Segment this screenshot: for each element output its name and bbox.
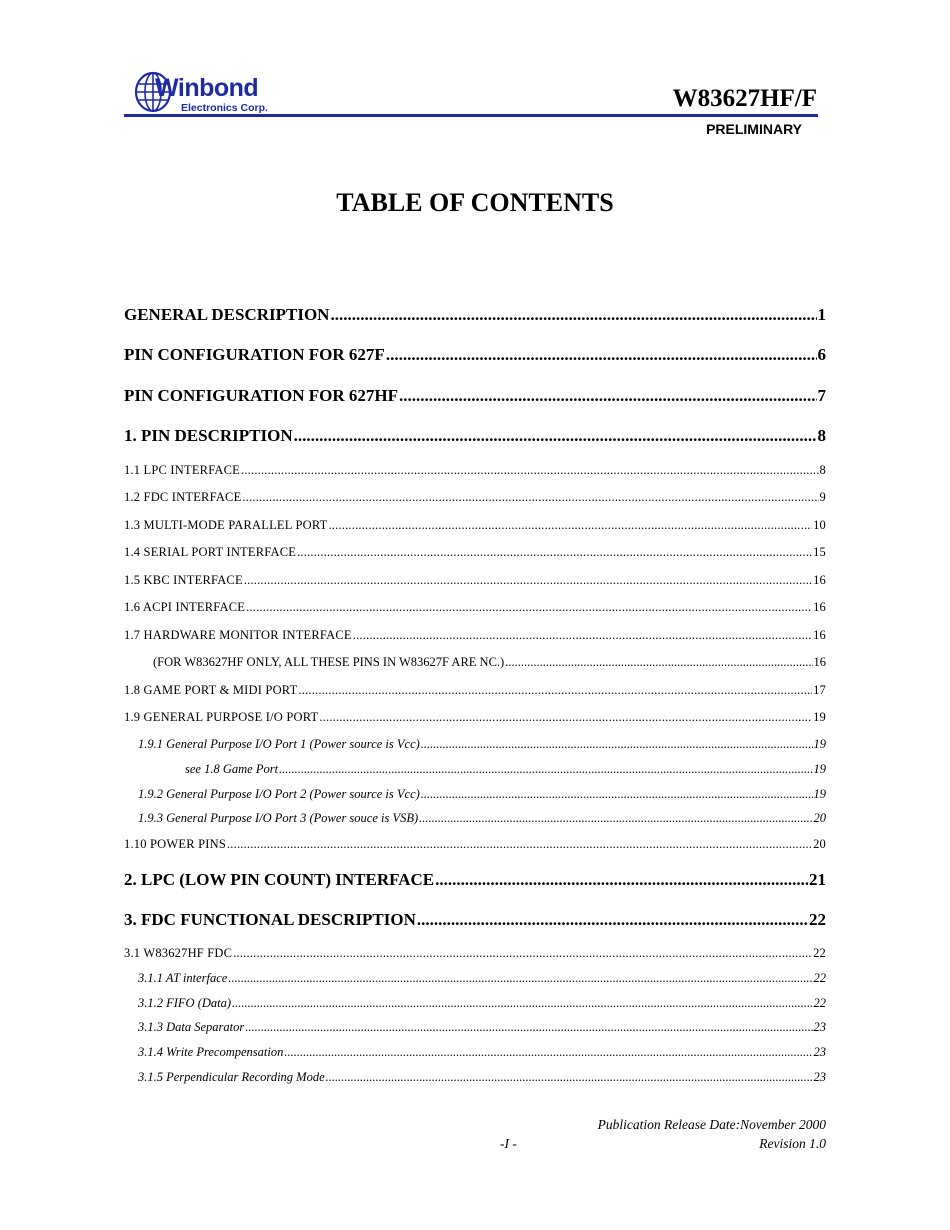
toc-leader (399, 386, 816, 406)
toc-label: GENERAL DESCRIPTION (124, 305, 330, 324)
toc-label: 1.7 HARDWARE MONITOR INTERFACE (124, 628, 352, 642)
toc-entry[interactable] (124, 683, 826, 698)
toc-page: 16 (813, 573, 826, 587)
toc-label: 1.5 KBC INTERFACE (124, 573, 243, 587)
toc-page: 17 (813, 683, 826, 697)
toc-leader (419, 811, 812, 826)
toc-page: 10 (813, 518, 826, 532)
toc-label: 3.1.1 AT interface (138, 971, 228, 985)
toc-leader (244, 573, 812, 588)
toc-entry[interactable] (124, 710, 826, 725)
toc-leader (228, 971, 812, 986)
toc-label: 1. PIN DESCRIPTION (124, 426, 293, 445)
toc-entry[interactable] (124, 545, 826, 560)
toc-page: 22 (813, 996, 826, 1010)
status-label: PRELIMINARY (706, 121, 802, 137)
toc-leader (232, 996, 812, 1011)
toc-page: 6 (817, 345, 826, 364)
toc-leader (246, 600, 812, 615)
logo-wordmark: Winbond (155, 74, 259, 102)
toc-page: 23 (813, 1045, 826, 1059)
toc-label: 3.1.3 Data Separator (138, 1020, 245, 1034)
toc-leader (328, 518, 812, 533)
toc-label: 3.1.5 Perpendicular Recording Mode (138, 1070, 325, 1084)
revision-label: Revision 1.0 (759, 1136, 826, 1151)
toc-leader (298, 683, 812, 698)
toc-page: 20 (813, 811, 826, 825)
toc-page: 15 (813, 545, 826, 559)
page-number: -I - (500, 1136, 517, 1151)
toc-label: 1.9 GENERAL PURPOSE I/O PORT (124, 710, 319, 724)
toc-page: 20 (813, 837, 826, 851)
toc-label: see 1.8 Game Port (185, 762, 279, 776)
toc-leader (284, 1045, 812, 1060)
toc-label: 3.1 W83627HF FDC (124, 946, 233, 960)
toc-leader (421, 737, 813, 752)
winbond-logo (133, 68, 278, 120)
toc-page: 22 (813, 971, 826, 985)
toc-label: 1.3 MULTI-MODE PARALLEL PORT (124, 518, 328, 532)
toc-entry[interactable] (124, 811, 826, 826)
toc-page: 21 (809, 870, 826, 889)
toc-entry[interactable] (124, 946, 826, 961)
publication-date: Publication Release Date:November 2000 (597, 1117, 826, 1132)
toc-entry[interactable] (124, 490, 826, 505)
toc-page: 19 (813, 762, 826, 776)
toc-page: 16 (813, 628, 826, 642)
toc-page: 1 (817, 305, 826, 324)
toc-entry[interactable] (124, 628, 826, 643)
toc-page: 16 (813, 655, 826, 669)
toc-label: 1.9.3 General Purpose I/O Port 3 (Power souce is VSB) (138, 811, 419, 825)
toc-page: 22 (809, 910, 826, 929)
toc-label: 1.2 FDC INTERFACE (124, 490, 242, 504)
toc-leader (386, 345, 817, 365)
toc-entry[interactable] (124, 1045, 826, 1060)
toc-leader (227, 837, 812, 852)
toc-label: 1.1 LPC INTERFACE (124, 463, 241, 477)
toc-label: 1.9.1 General Purpose I/O Port 1 (Power source is Vcc) (138, 737, 420, 751)
toc-label: 2. LPC (LOW PIN COUNT) INTERFACE (124, 870, 435, 889)
toc-label: 1.6 ACPI INTERFACE (124, 600, 246, 614)
toc-entry[interactable] (124, 345, 826, 365)
toc-entry[interactable] (124, 910, 826, 930)
toc-leader (326, 1070, 813, 1085)
toc-label: 1.9.2 General Purpose I/O Port 2 (Power source is Vcc) (138, 787, 420, 801)
logo-subtext: Electronics Corp. (181, 102, 268, 114)
toc-entry[interactable] (124, 463, 826, 478)
toc-leader (297, 545, 812, 560)
toc-entry[interactable] (124, 837, 826, 852)
toc-entry[interactable] (124, 1070, 826, 1085)
toc-leader (319, 710, 812, 725)
toc-page: 19 (813, 710, 826, 724)
toc-leader (353, 628, 812, 643)
header-divider (124, 114, 818, 117)
toc-entry[interactable] (124, 787, 826, 802)
toc-page: 16 (813, 600, 826, 614)
toc-label: 1.8 GAME PORT & MIDI PORT (124, 683, 298, 697)
toc-label: PIN CONFIGURATION FOR 627HF (124, 386, 399, 405)
toc-entry[interactable] (124, 996, 826, 1011)
toc-page: 7 (817, 386, 826, 405)
toc-leader (245, 1020, 812, 1035)
toc-label: 1.4 SERIAL PORT INTERFACE (124, 545, 297, 559)
toc-leader (241, 463, 819, 478)
toc-leader (505, 655, 812, 670)
toc-label: 3.1.4 Write Precompensation (138, 1045, 284, 1059)
toc-page: 8 (817, 426, 826, 445)
toc-label: (FOR W83627HF ONLY, ALL THESE PINS IN W83627F ARE NC.) (153, 655, 505, 669)
toc-entry[interactable] (124, 305, 826, 325)
toc-label: 1.10 POWER PINS (124, 837, 226, 851)
toc-leader (421, 787, 813, 802)
toc-entry[interactable] (124, 737, 826, 752)
toc-page: 8 (819, 463, 826, 477)
toc-leader (435, 870, 808, 890)
toc-page: 19 (813, 787, 826, 801)
toc-leader (330, 305, 816, 325)
toc-leader (233, 946, 812, 961)
toc-page: 19 (813, 737, 826, 751)
toc-leader (417, 910, 808, 930)
toc-page: 22 (813, 946, 826, 960)
toc-label: PIN CONFIGURATION FOR 627F (124, 345, 385, 364)
toc-entry[interactable] (124, 426, 826, 446)
toc-entry[interactable] (124, 1020, 826, 1035)
toc-entry[interactable] (124, 386, 826, 406)
toc-leader (279, 762, 812, 777)
page-title: TABLE OF CONTENTS (336, 188, 614, 217)
toc-leader (294, 426, 817, 446)
toc-page: 9 (819, 490, 826, 504)
toc-page: 23 (813, 1070, 826, 1084)
toc-page: 23 (813, 1020, 826, 1034)
toc-leader (242, 490, 818, 505)
toc-entry[interactable] (124, 518, 826, 533)
toc-entry[interactable] (124, 655, 826, 670)
toc-entry[interactable] (124, 870, 826, 890)
toc-entry[interactable] (124, 762, 826, 777)
toc-entry[interactable] (124, 573, 826, 588)
toc-entry[interactable] (124, 600, 826, 615)
toc-label: 3.1.2 FIFO (Data) (138, 996, 232, 1010)
part-number: W83627HF/F (672, 85, 817, 112)
toc-label: 3. FDC FUNCTIONAL DESCRIPTION (124, 910, 416, 929)
toc-entry[interactable] (124, 971, 826, 986)
